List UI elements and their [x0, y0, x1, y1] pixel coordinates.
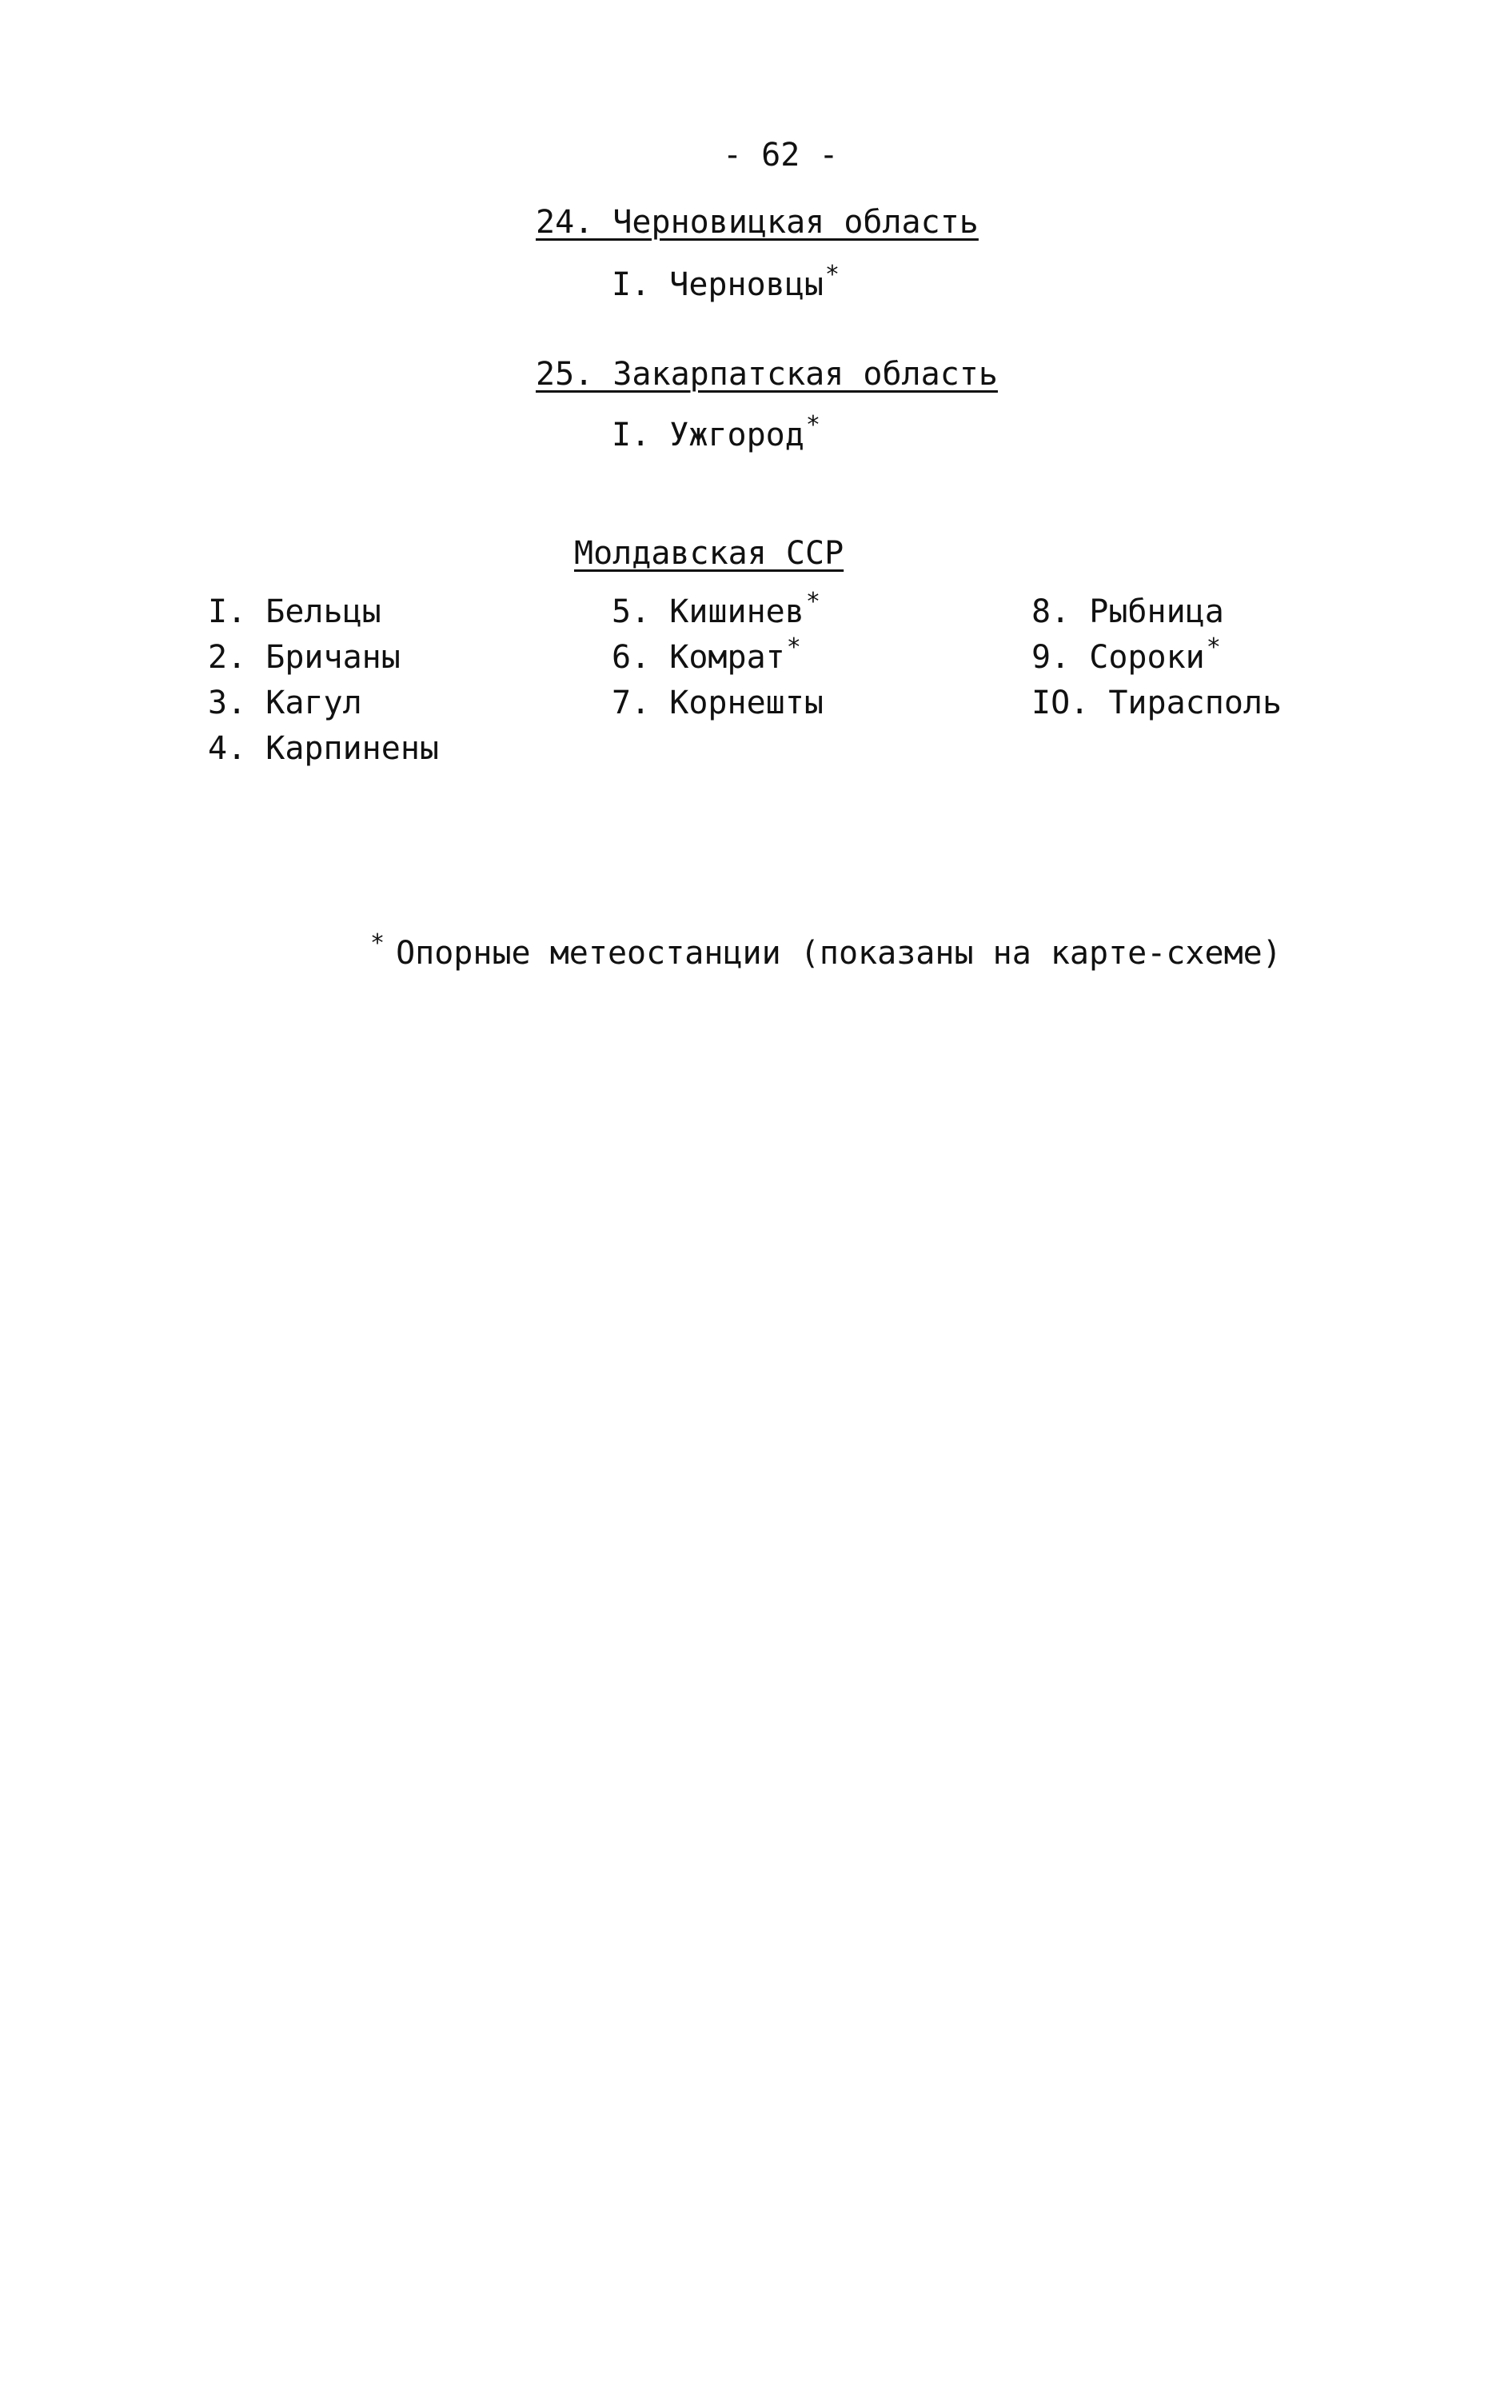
section-title-chernovtsy-oblast: 24. Черновицкая область	[536, 204, 979, 241]
station-uzhgorod: I. Ужгород*	[612, 411, 820, 453]
station-item: 3. Кагул	[208, 685, 362, 721]
footnote-mark: *	[370, 929, 385, 957]
reference-station-mark: *	[824, 261, 840, 289]
station-item: 2. Бричаны	[208, 639, 401, 676]
station-item: IO. Тирасполь	[1031, 685, 1283, 721]
reference-station-mark: *	[805, 588, 820, 616]
station-item: 9. Сороки*	[1031, 633, 1221, 676]
page-number: - 62 -	[723, 137, 839, 174]
section-title-moldavian-ssr: Молдавская ССР	[574, 535, 844, 572]
section-title-zakarpattia-oblast: 25. Закарпатская область	[536, 356, 998, 393]
station-item: 7. Корнешты	[612, 685, 824, 721]
reference-station-mark: *	[1206, 633, 1221, 661]
station-item: 5. Кишинев*	[612, 588, 820, 630]
station-item: 6. Комрат*	[612, 633, 801, 676]
station-chernovtsy: I. Черновцы*	[612, 261, 840, 303]
reference-station-mark: *	[805, 411, 820, 439]
footnote: * Опорные метеостанции (показаны на карте-схеме)	[370, 929, 1282, 972]
station-item: I. Бельцы	[208, 593, 381, 630]
station-column-2	[612, 589, 824, 726]
station-column-3	[1031, 589, 1282, 726]
reference-station-mark: *	[786, 633, 801, 661]
station-item: 4. Карпинены	[208, 730, 439, 767]
station-item: 8. Рыбница	[1031, 593, 1224, 630]
station-column-1	[208, 589, 439, 772]
